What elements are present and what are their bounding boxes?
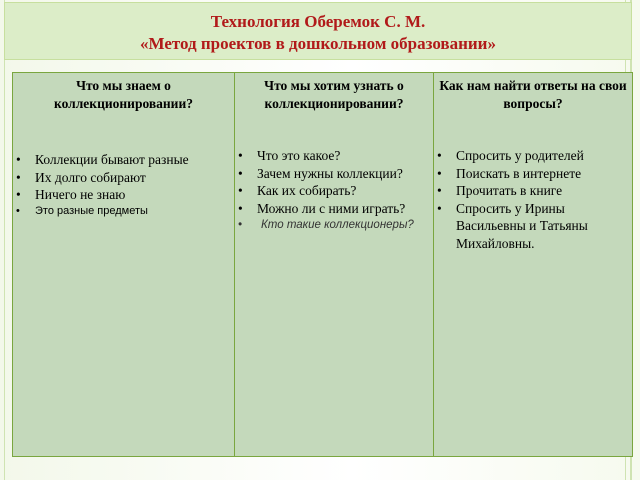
column-want <box>235 73 434 457</box>
list-item: • Как их собирать? <box>235 182 431 200</box>
kwl-table <box>12 72 633 457</box>
list-item: • Спросить у Ирины Васильевны и Татьяны Михайловны. <box>434 200 630 253</box>
column-how <box>434 73 633 457</box>
item-list <box>13 151 232 219</box>
title-line-1: Технология Оберемок С. М. <box>210 12 426 31</box>
column-header: Как нам найти ответы на свои вопросы? <box>439 78 627 111</box>
list-item: • Можно ли с ними играть? <box>235 200 431 218</box>
list-item: • Зачем нужны коллекции? <box>235 165 431 183</box>
title-line-2: «Метод проектов в дошкольном образовании» <box>140 34 496 53</box>
list-item: • Кто такие коллекционеры? <box>235 217 431 233</box>
column-header: Что мы знаем о коллекционировании? <box>53 78 193 111</box>
slide-title <box>4 2 632 60</box>
list-item: • Прочитать в книге <box>434 182 630 200</box>
list-item: • Коллекции бывают разные <box>13 151 232 169</box>
decor-stripe <box>4 0 5 480</box>
list-item: • Их долго собирают <box>13 169 232 187</box>
item-list <box>434 147 630 252</box>
column-header: Что мы хотим узнать о коллекционировании? <box>264 78 404 111</box>
list-item: • Спросить у родителей <box>434 147 630 165</box>
item-list <box>235 147 431 233</box>
list-item: • Поискать в интернете <box>434 165 630 183</box>
list-item: • Ничего не знаю <box>13 186 232 204</box>
list-item: • Это разные предметы <box>13 204 232 219</box>
list-item: • Что это какое? <box>235 147 431 165</box>
column-know <box>13 73 235 457</box>
